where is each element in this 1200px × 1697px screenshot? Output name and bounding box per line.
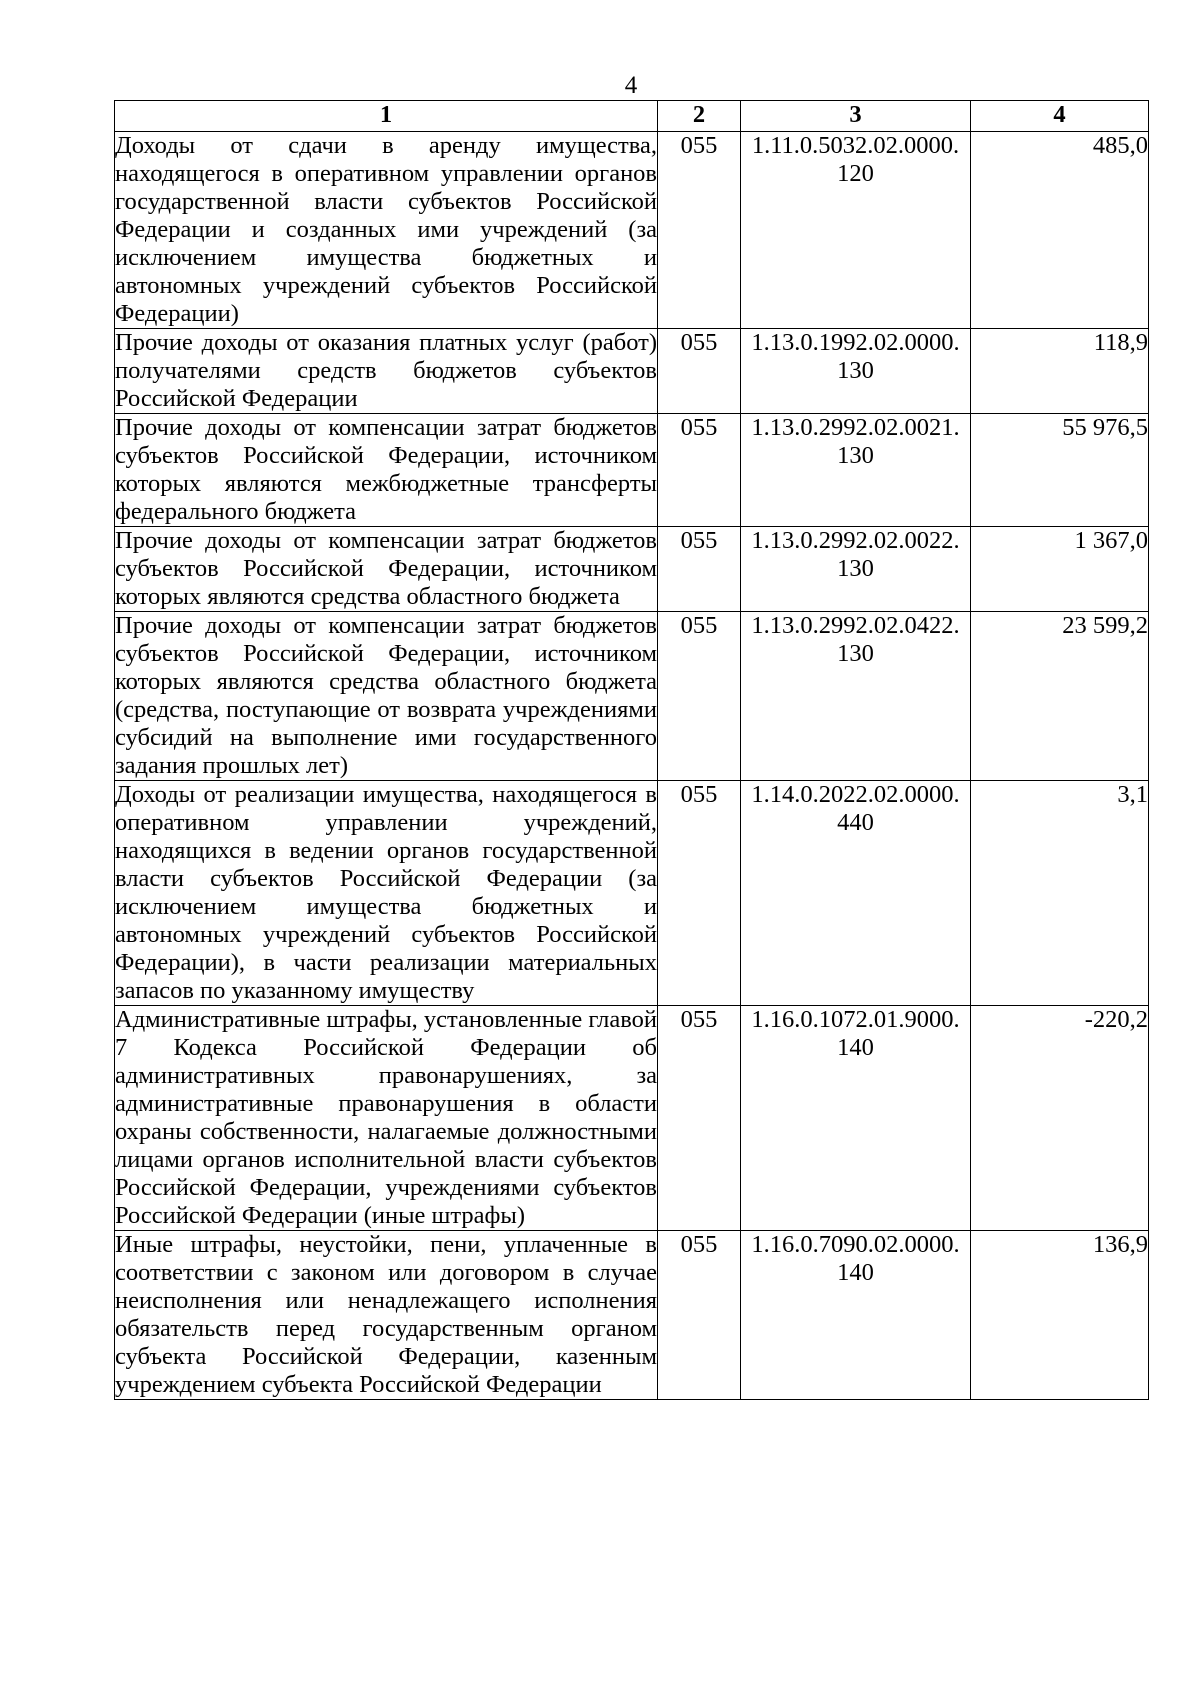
kbk-suffix: 140: [837, 1259, 874, 1286]
kbk-suffix: 120: [837, 160, 874, 187]
kbk-code: 1.13.0.1992.02.0000.: [751, 329, 960, 356]
table-row: [115, 527, 1149, 612]
row-description: Прочие доходы от компенсации затрат бюджетов субъектов Российской Федерации, источником которых являются межбюджетные трансферты федерального бюджета: [115, 414, 657, 525]
admin-code: 055: [658, 329, 741, 414]
table-header-row: [115, 101, 1149, 132]
kbk-suffix: 130: [837, 357, 874, 384]
row-description: Доходы от реализации имущества, находящегося в оперативном управлении учреждений, находящихся в ведении органов государственной власти субъектов Российской Федерации (за исключением имущества бюджетных и автономных учреждений субъектов Российской Федерации), в части реализации материальных запасов по указанному имуществу: [115, 781, 657, 1004]
admin-code: 055: [658, 1006, 741, 1231]
kbk-cell: [741, 781, 971, 1006]
kbk-code: 1.14.0.2022.02.0000.: [751, 781, 960, 808]
table-row: [115, 329, 1149, 414]
column-header-4: 4: [971, 101, 1149, 132]
kbk-suffix: 140: [837, 1034, 874, 1061]
admin-code: 055: [658, 132, 741, 329]
kbk-code: 1.13.0.2992.02.0021.: [751, 414, 960, 441]
kbk-cell: [741, 527, 971, 612]
kbk-suffix: 130: [837, 640, 874, 667]
kbk-code: 1.16.0.7090.02.0000.: [751, 1231, 960, 1258]
column-header-1: 1: [115, 101, 658, 132]
table-row: [115, 612, 1149, 781]
row-description: Административные штрафы, установленные главой 7 Кодекса Российской Федерации об административных правонарушениях, за административные правонарушения в области охраны собственности, налагаемые должностными лицами органов исполнительной власти субъектов Российской Федерации, учреждениями субъектов Российской Федерации (иные штрафы): [115, 1006, 657, 1229]
table-row: [115, 781, 1149, 1006]
amount: 136,9: [971, 1231, 1149, 1400]
row-description: Доходы от сдачи в аренду имущества, находящегося в оперативном управлении органов государственной власти субъектов Российской Федерации и созданных ими учреждений (за исключением имущества бюджетных и автономных учреждений субъектов Российской Федерации): [115, 132, 657, 327]
admin-code: 055: [658, 781, 741, 1006]
row-description: Иные штрафы, неустойки, пени, уплаченные в соответствии с законом или договором в случае неисполнения или ненадлежащего исполнения обязательств перед государственным органом субъекта Российской Федерации, казенным учреждением субъекта Российской Федерации: [115, 1231, 657, 1398]
kbk-cell: [741, 612, 971, 781]
kbk-suffix: 130: [837, 555, 874, 582]
amount: 1 367,0: [971, 527, 1149, 612]
row-description: Прочие доходы от компенсации затрат бюджетов субъектов Российской Федерации, источником которых являются средства областного бюджета (средства, поступающие от возврата учреждениями субсидий на выполнение ими государственного задания прошлых лет): [115, 612, 657, 779]
kbk-code: 1.16.0.1072.01.9000.: [751, 1006, 960, 1033]
table-row: [115, 132, 1149, 329]
amount: 55 976,5: [971, 414, 1149, 527]
admin-code: 055: [658, 527, 741, 612]
kbk-code: 1.13.0.2992.02.0022.: [751, 527, 960, 554]
kbk-cell: [741, 1006, 971, 1231]
revenue-table: [114, 100, 1149, 1400]
table-row: [115, 1006, 1149, 1231]
table-row: [115, 1231, 1149, 1400]
row-description: Прочие доходы от компенсации затрат бюджетов субъектов Российской Федерации, источником которых являются средства областного бюджета: [115, 527, 657, 610]
kbk-cell: [741, 1231, 971, 1400]
column-header-3: 3: [741, 101, 971, 132]
kbk-cell: [741, 329, 971, 414]
kbk-cell: [741, 414, 971, 527]
kbk-suffix: 440: [837, 809, 874, 836]
amount: 23 599,2: [971, 612, 1149, 781]
amount: 3,1: [971, 781, 1149, 1006]
column-header-2: 2: [658, 101, 741, 132]
row-description: Прочие доходы от оказания платных услуг (работ) получателями средств бюджетов субъектов Российской Федерации: [115, 329, 657, 412]
admin-code: 055: [658, 1231, 741, 1400]
kbk-suffix: 130: [837, 442, 874, 469]
kbk-cell: [741, 132, 971, 329]
admin-code: 055: [658, 612, 741, 781]
amount: 485,0: [971, 132, 1149, 329]
amount: 118,9: [971, 329, 1149, 414]
kbk-code: 1.11.0.5032.02.0000.: [751, 132, 960, 159]
page-number: 4: [624, 72, 638, 99]
admin-code: 055: [658, 414, 741, 527]
amount: -220,2: [971, 1006, 1149, 1231]
table-row: [115, 414, 1149, 527]
kbk-code: 1.13.0.2992.02.0422.: [751, 612, 960, 639]
